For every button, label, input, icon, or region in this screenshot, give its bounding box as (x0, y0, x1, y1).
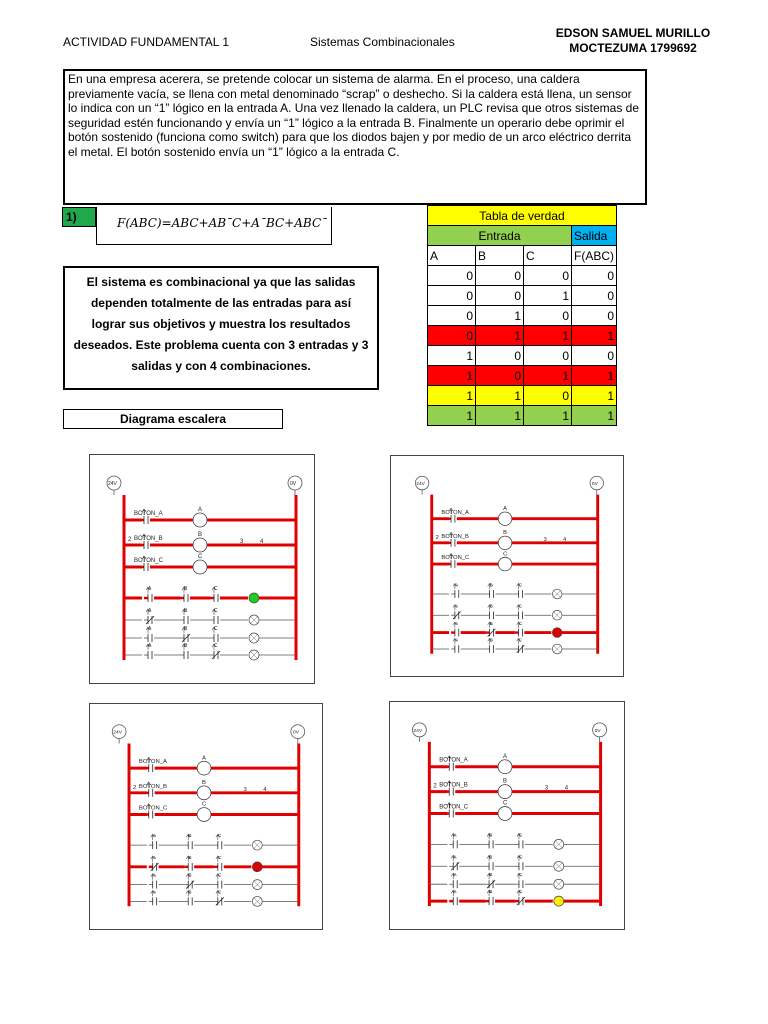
truth-table-body (428, 266, 617, 426)
contact-label: B (188, 834, 192, 840)
contact-label: C (518, 833, 523, 839)
rung-number: 2 (128, 537, 132, 543)
lamp-icon (249, 593, 259, 603)
truth-table-column-header: B (476, 246, 524, 266)
button-label: BOTON_B (138, 783, 168, 790)
contact-label: A (152, 834, 157, 840)
truth-table-cell: 1 (524, 286, 572, 306)
contact-label: A (148, 626, 152, 632)
contact-label: C (518, 621, 523, 627)
supply-0v-label: 0V (292, 730, 299, 736)
subject-title: Sistemas Combinacionales (310, 35, 455, 49)
truth-table-cell: 0 (476, 266, 524, 286)
contact-label: C (217, 890, 222, 896)
ladder-diagram-2 (390, 455, 624, 677)
truth-table-cell: 0 (476, 346, 524, 366)
truth-table-cell: 1 (476, 406, 524, 426)
coil-label: C (202, 801, 207, 808)
truth-table-cell: 1 (572, 366, 617, 386)
contact-label: C (518, 873, 523, 879)
coil-label: C (503, 800, 508, 807)
salida-header: Salida (572, 226, 617, 246)
coil-icon (498, 760, 512, 774)
contact-label: A (454, 583, 459, 589)
contact-label: C (214, 643, 218, 649)
explanation-box: El sistema es combinacional ya que las salidas dependen totalmente de las entradas para así lograr sus objetivos y muestra los resultados deseados. Este problema cuenta con 3 entradas y 3 salidas y con 4 combinaciones. (63, 266, 379, 390)
coil-icon (498, 807, 512, 821)
truth-table-cell: 1 (476, 306, 524, 326)
contact-label: C (217, 834, 222, 840)
contact-label: A (453, 833, 457, 839)
lamp-icon (554, 896, 564, 906)
rung-number: 3 (543, 536, 547, 543)
truth-table-cell: 0 (476, 286, 524, 306)
rung-number: 3 (544, 785, 549, 792)
button-label: BOTON_B (134, 536, 163, 542)
ladder-diagram-title: Diagrama escalera (63, 409, 283, 429)
truth-table-cell: 1 (572, 386, 617, 406)
button-label: BOTON_B (441, 534, 469, 541)
ladder-diagram-svg (90, 455, 314, 683)
button-label: BOTON_C (439, 804, 469, 811)
contact-label: C (518, 638, 523, 644)
question-number: 1) (62, 207, 96, 227)
truth-table-row (428, 286, 617, 306)
button-label: BOTON_B (439, 782, 468, 789)
truth-table-cell: 0 (572, 306, 617, 326)
contact-label: B (188, 855, 192, 861)
contact-label: A (148, 586, 152, 592)
author-block (548, 26, 718, 56)
author-id: MOCTEZUMA 1799692 (569, 41, 697, 55)
supply-0v-label: 0V (591, 481, 598, 487)
contact-label: A (454, 604, 459, 610)
contact-label: B (489, 583, 493, 589)
coil-label: A (503, 753, 508, 760)
truth-table-cell: 0 (572, 346, 617, 366)
truth-table-cell: 0 (428, 266, 476, 286)
contact-label: B (489, 873, 493, 879)
contact-label: C (217, 873, 222, 879)
coil-label: C (503, 551, 508, 558)
contact-label: C (214, 586, 218, 592)
rung-number: 3 (243, 786, 247, 793)
truth-table-cell: 1 (476, 386, 524, 406)
coil-icon (498, 512, 512, 526)
truth-table-group-row (428, 226, 617, 246)
truth-table-cell: 1 (428, 406, 476, 426)
contact-label: C (518, 583, 523, 589)
ladder-diagram-4 (389, 701, 625, 930)
truth-table-cell: 0 (428, 286, 476, 306)
truth-table-cell: 1 (476, 326, 524, 346)
contact-label: B (188, 873, 192, 879)
contact-label: A (152, 855, 157, 861)
coil-icon (498, 557, 512, 571)
contact-label: C (214, 626, 218, 632)
rung-number: 2 (433, 783, 437, 790)
ladder-diagram-3 (89, 703, 323, 930)
coil-label: A (503, 506, 507, 513)
rung-number: 2 (132, 784, 137, 791)
coil-icon (197, 808, 211, 822)
truth-table-row (428, 306, 617, 326)
contact-label: A (148, 643, 152, 649)
contact-label: C (518, 604, 523, 610)
author-name: EDSON SAMUEL MURILLO (555, 26, 711, 40)
truth-table-cell: 1 (428, 366, 476, 386)
contact-label: C (518, 890, 523, 896)
rung-number: 4 (562, 536, 567, 543)
button-label: BOTON_C (441, 555, 470, 562)
contact-label: A (152, 873, 157, 879)
contact-label: B (489, 855, 493, 861)
coil-label: C (198, 554, 203, 560)
contact-label: B (489, 833, 493, 839)
truth-table-row (428, 406, 617, 426)
supply-24v-label: 24V (416, 481, 425, 487)
truth-table-title: Tabla de verdad (428, 206, 617, 226)
ladder-diagram-1 (89, 454, 315, 684)
button-label: BOTON_A (441, 509, 469, 516)
contact-label: A (453, 873, 457, 879)
contact-label: A (454, 621, 459, 627)
contact-label: A (453, 890, 457, 896)
contact-label: B (489, 621, 493, 627)
button-label: BOTON_A (138, 759, 168, 766)
truth-table-cell: 0 (524, 386, 572, 406)
truth-table-cell: 0 (524, 306, 572, 326)
ladder-diagram-svg (390, 702, 624, 929)
entrada-header: Entrada (428, 226, 572, 246)
ladder-diagram-svg (391, 456, 623, 676)
ladder-diagram-svg (90, 704, 322, 929)
truth-table-cell: 1 (524, 366, 572, 386)
contact-label: C (518, 855, 523, 861)
coil-icon (197, 761, 211, 775)
supply-24v-label: 24V (108, 481, 117, 487)
truth-table-cell: 0 (524, 346, 572, 366)
truth-table-cell: 1 (524, 406, 572, 426)
boolean-formula: F(ABC)=ABC+AB¯C+A¯BC+ABC¯ (96, 207, 332, 245)
coil-icon (197, 786, 211, 800)
rung-number: 3 (240, 539, 244, 545)
coil-icon (498, 536, 512, 550)
contact-label: C (214, 608, 218, 614)
contact-label: A (453, 855, 457, 861)
truth-table-row (428, 386, 617, 406)
contact-label: B (188, 890, 192, 896)
contact-label: A (148, 608, 152, 614)
truth-table-cell: 1 (524, 326, 572, 346)
button-label: BOTON_C (138, 805, 168, 812)
activity-title: ACTIVIDAD FUNDAMENTAL 1 (63, 35, 230, 49)
button-label: BOTON_C (134, 558, 163, 564)
rung-number: 4 (564, 785, 569, 792)
truth-table-cell: 0 (428, 326, 476, 346)
truth-table-column-header: C (524, 246, 572, 266)
truth-table-cell: 0 (524, 266, 572, 286)
contact-label: B (489, 604, 493, 610)
truth-table-column-header: A (428, 246, 476, 266)
truth-table-row (428, 346, 617, 366)
contact-label: A (454, 638, 459, 644)
contact-label: B (184, 626, 188, 632)
coil-icon (193, 560, 207, 574)
truth-table-row (428, 326, 617, 346)
lamp-icon (552, 628, 562, 638)
button-label: BOTON_A (439, 757, 468, 764)
truth-table-row (428, 366, 617, 386)
truth-table-column-header: F(ABC) (572, 246, 617, 266)
truth-table-cell: 1 (428, 346, 476, 366)
rung-number: 2 (435, 534, 439, 541)
rung-number: 4 (263, 786, 267, 793)
contact-label: B (184, 643, 188, 649)
contact-label: B (184, 586, 188, 592)
coil-icon (498, 785, 512, 799)
coil-label: B (202, 779, 207, 786)
truth-table-cell: 0 (476, 366, 524, 386)
truth-table-cell: 1 (428, 386, 476, 406)
truth-table-cell: 1 (572, 406, 617, 426)
truth-table-row (428, 266, 617, 286)
supply-24v-label: 24V (113, 730, 123, 736)
supply-0v-label: 0V (290, 481, 297, 487)
truth-table-cell: 0 (428, 306, 476, 326)
coil-label: B (503, 778, 508, 785)
truth-table-title-row (428, 206, 617, 226)
truth-table-column-row (428, 246, 617, 266)
contact-label: A (152, 890, 157, 896)
lamp-icon (252, 862, 262, 872)
truth-table-cell: 1 (572, 326, 617, 346)
button-label: BOTON_A (134, 511, 163, 517)
supply-0v-label: 0V (594, 728, 601, 734)
rung-number: 4 (260, 539, 264, 545)
coil-icon (193, 538, 207, 552)
supply-24v-label: 24V (413, 728, 423, 734)
contact-label: B (489, 638, 493, 644)
truth-table-cell: 0 (572, 286, 617, 306)
problem-statement: En una empresa acerera, se pretende colocar un sistema de alarma. En el proceso, una caldera previamente vacía, se llena con metal denominado “scrap” o deshecho. Si la caldera está llena, un sensor lo indica con un “1” lógico en la entrada A. Una vez llenado la caldera, un PLC revisa que otros sistemas de seguridad estén funcionando y envía un “1” lógico a la entrada B. Finalmente un operario debe oprimir el botón sostenido (funciona como switch) para que los diodos bajen y por medio de un arco eléctrico derrita el metal. El botón sostenido envía un “1” lógico a la entrada C. (63, 69, 647, 205)
contact-label: B (184, 608, 188, 614)
truth-table-cell: 0 (572, 266, 617, 286)
contact-label: C (217, 855, 222, 861)
coil-label: A (202, 755, 207, 762)
coil-label: B (503, 530, 507, 537)
truth-table (427, 205, 617, 426)
coil-label: A (198, 507, 203, 513)
coil-icon (193, 513, 207, 527)
contact-label: B (489, 890, 493, 896)
coil-label: B (198, 532, 203, 538)
